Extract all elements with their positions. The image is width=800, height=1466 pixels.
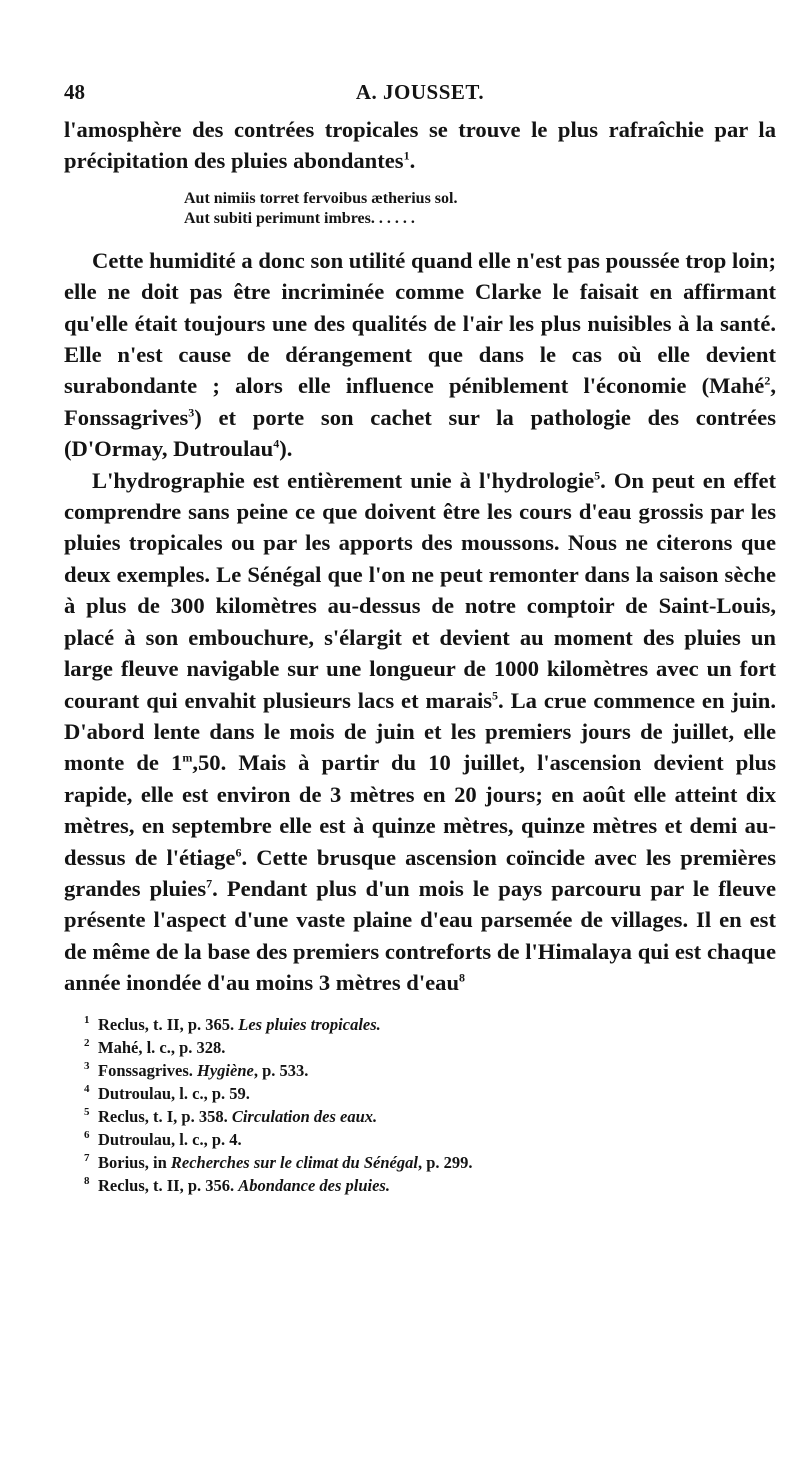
footnote-citation: Dutroulau, l. c., p. 4.	[98, 1129, 242, 1149]
text-segment: ).	[279, 436, 293, 462]
text-segment: Cette humidité a donc son utilité quand elle n'est pas poussée trop loin; elle ne doit pas être incriminée comme Clarke le faisait en affirmant qu'elle était toujours une des qualités de l'air les plus nuisibles à la santé. Elle n'est cause de dérangement que dans le cas où elle devient surabondante ; alors elle influence péniblement l'économie (Mahé	[64, 247, 776, 399]
footnote-work-title: Recherches sur le climat du Sénégal	[170, 1152, 418, 1172]
book-page	[64, 80, 776, 1197]
text-segment: ,50. Mais à partir du 10 juillet, l'ascension devient plus rapide, elle est environ de 3 mètres en 20 jours; en août elle atteint dix mètres, en septembre elle est à quinze mètres, quinze mètres et demi au-dessus de l'étiage	[64, 750, 776, 870]
text-segment: . Cette brusque ascension coïncide avec les premières grandes pluies	[64, 844, 777, 901]
footnote-work-title: Les pluies tropicales.	[238, 1014, 381, 1034]
running-title: A. JOUSSET.	[355, 80, 485, 104]
running-head	[64, 80, 776, 114]
footnote-citation: Fonssagrives.	[98, 1060, 197, 1080]
text-segment: .	[409, 148, 416, 174]
page-number: 48	[64, 80, 85, 104]
footnote: 8 Reclus, t. II, p. 356. Abondance des pluies.	[84, 1175, 390, 1195]
text-segment: . La crue commence en juin. D'abord lente dans le mois de juin et les premiers jours de juillet, elle monte de 1	[64, 687, 776, 776]
text-segment: l'amosphère des contrées tropicales se trouve le plus rafraîchie par la précipitation des pluies abondantes	[64, 117, 776, 174]
footnote-work-title: Abondance des pluies.	[238, 1175, 390, 1195]
footnote-reference: 7	[206, 876, 213, 891]
footnote: 3 Fonssagrives. Hygiène, p. 533.	[84, 1060, 309, 1080]
footnote-citation: Reclus, t. I, p. 358.	[98, 1106, 232, 1126]
footnote-page-ref: , p. 533.	[253, 1060, 309, 1080]
quote-line-1: Aut nimiis torret fervoibus ætherius sol.	[184, 189, 458, 207]
footnote: 2 Mahé, l. c., p. 328.	[84, 1037, 226, 1057]
footnote-reference: 5	[492, 687, 499, 702]
body-text	[64, 114, 776, 999]
footnote-work-title: Circulation des eaux.	[231, 1106, 378, 1126]
footnote-reference: 8	[459, 970, 466, 985]
footnote-reference: 6	[235, 845, 242, 859]
footnote-reference: 2	[764, 373, 771, 388]
text-segment: . Pendant plus d'un mois le pays parcouru par le fleuve présente l'aspect d'une vaste plaine d'eau parsemée de villages. Il en est de même de la base des premiers contreforts de l'Himalaya qui est chaque année inondée d'au moins 3 mètres d'eau	[64, 875, 776, 996]
footnote: 6 Dutroulau, l. c., p. 4.	[84, 1129, 242, 1149]
footnote-reference: 5	[594, 468, 601, 483]
footnote-reference: 1	[403, 148, 410, 163]
footnote-reference: 3	[188, 405, 195, 420]
text-segment: ) et porte son cachet sur la pathologie des contrées (D'Ormay, Dutroulau	[64, 404, 776, 462]
footnote-work-title: Hygiène	[197, 1060, 254, 1080]
paragraph-3	[64, 465, 776, 999]
footnote-citation: Reclus, t. II, p. 365.	[98, 1014, 239, 1034]
footnote-citation: Mahé, l. c., p. 328.	[98, 1037, 226, 1057]
paragraph-2	[64, 245, 776, 465]
footnote: 7 Borius, in Recherches sur le climat du Sénégal, p. 299.	[84, 1152, 473, 1172]
footnote: 1 Reclus, t. II, p. 365. Les pluies tropicales.	[84, 1014, 381, 1034]
footnote-citation: Dutroulau, l. c., p. 59.	[98, 1083, 250, 1103]
footnote-citation: Reclus, t. II, p. 356.	[98, 1175, 239, 1195]
latin-quotation	[184, 189, 776, 229]
quote-line-2: Aut subiti perimunt imbres. . . . . .	[184, 209, 415, 227]
footnote-citation: Borius, in	[98, 1152, 171, 1172]
paragraph-1	[64, 114, 776, 177]
footnote: 4 Dutroulau, l. c., p. 59.	[84, 1083, 250, 1103]
text-segment: , Fonssagrives	[64, 373, 776, 430]
footnote: 5 Reclus, t. I, p. 358. Circulation des eaux.	[84, 1106, 378, 1126]
footnotes	[84, 1013, 776, 1197]
footnote-reference: m	[182, 750, 193, 765]
text-segment: L'hydrographie est entièrement unie à l'hydrologie	[92, 467, 595, 493]
text-segment: . On peut en effet comprendre sans peine ce que doivent être les cours d'eau grossis par les pluies tropicales ou par les apports des moussons. Nous ne citerons que deux exemples. Le Sénégal que l'on ne peut remonter dans la saison sèche à plus de 300 kilomètres au-dessus de notre comptoir de Saint-Louis, placé à son embouchure, s'élargit et devient au moment des pluies un large fleuve navigable sur une longueur de 1000 kilomètres avec un fort courant qui envahit plusieurs lacs et marais	[64, 467, 777, 713]
footnote-page-ref: , p. 299.	[417, 1152, 473, 1172]
footnote-reference: 4	[273, 436, 280, 451]
